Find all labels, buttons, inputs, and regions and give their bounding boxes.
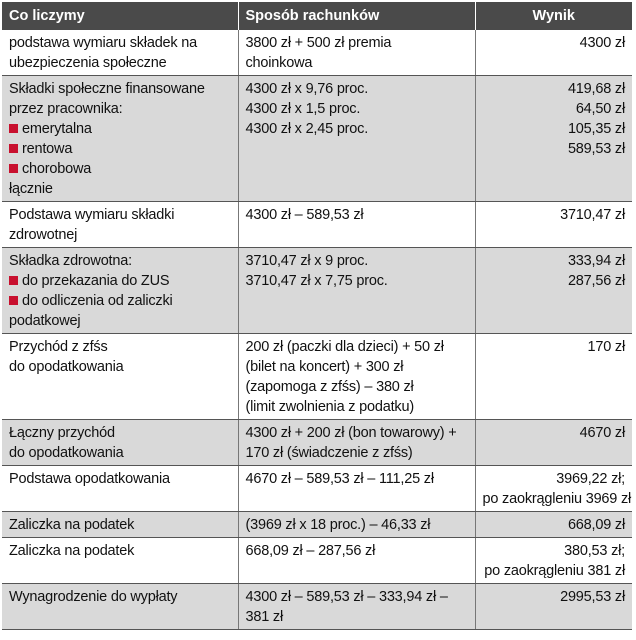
row-result: 170 zł (475, 334, 632, 420)
red-square-bullet-icon (9, 144, 18, 153)
row-result: 419,68 zł 64,50 zł 105,35 zł 589,53 zł (475, 76, 632, 202)
table-row (2, 202, 632, 248)
row-result: 333,94 zł 287,56 zł (475, 248, 632, 334)
row-label: Podstawa opodatkowania (2, 466, 238, 512)
table-row (2, 76, 632, 202)
row-method: 200 zł (paczki dla dzieci) + 50 zł (bilet na koncert) + 300 zł (zapomoga z zfśs) – 380 zł (limit zwolnienia z podatku) (238, 334, 475, 420)
row-method: 4300 zł x 9,76 proc. 4300 zł x 1,5 proc. 4300 zł x 2,45 proc. (238, 76, 475, 202)
row-label: podstawa wymiaru składek na ubezpieczenia społeczne (2, 30, 238, 76)
header-what: Co liczymy (2, 2, 238, 30)
row-result: 3710,47 zł (475, 202, 632, 248)
row-method: 4300 zł – 589,53 zł (238, 202, 475, 248)
table-row (2, 248, 632, 334)
table-row (2, 334, 632, 420)
table-row (2, 30, 632, 76)
calculation-table (2, 2, 632, 630)
row-label: Łączny przychód do opodatkowania (2, 420, 238, 466)
red-square-bullet-icon (9, 276, 18, 285)
table-row (2, 584, 632, 630)
table-row (2, 466, 632, 512)
row-label: Przychód z zfśs do opodatkowania (2, 334, 238, 420)
row-label: Składki społeczne finansowane przez pracownika: emerytalna rentowa chorobowa łącznie (2, 76, 238, 202)
row-label: Wynagrodzenie do wypłaty (2, 584, 238, 630)
table-row (2, 420, 632, 466)
table-row (2, 512, 632, 538)
row-result: 3969,22 zł; po zaokrągleniu 3969 zł (475, 466, 632, 512)
row-result: 2995,53 zł (475, 584, 632, 630)
red-square-bullet-icon (9, 296, 18, 305)
row-result: 668,09 zł (475, 512, 632, 538)
row-method: 4300 zł – 589,53 zł – 333,94 zł – 381 zł (238, 584, 475, 630)
row-method: 4300 zł + 200 zł (bon towarowy) + 170 zł (świadczenie z zfśs) (238, 420, 475, 466)
red-square-bullet-icon (9, 124, 18, 133)
row-result: 380,53 zł; po zaokrągleniu 381 zł (475, 538, 632, 584)
header-method: Sposób rachunków (238, 2, 475, 30)
row-label: Podstawa wymiaru składki zdrowotnej (2, 202, 238, 248)
row-result: 4670 zł (475, 420, 632, 466)
header-result: Wynik (475, 2, 632, 30)
table-row (2, 538, 632, 584)
row-method: 4670 zł – 589,53 zł – 111,25 zł (238, 466, 475, 512)
row-method: 3710,47 zł x 9 proc. 3710,47 zł x 7,75 proc. (238, 248, 475, 334)
row-label: Zaliczka na podatek (2, 538, 238, 584)
red-square-bullet-icon (9, 164, 18, 173)
row-label: Składka zdrowotna: do przekazania do ZUS do odliczenia od zaliczki podatkowej (2, 248, 238, 334)
row-method: 668,09 zł – 287,56 zł (238, 538, 475, 584)
row-result: 4300 zł (475, 30, 632, 76)
header-row (2, 2, 632, 30)
row-method: (3969 zł x 18 proc.) – 46,33 zł (238, 512, 475, 538)
row-method: 3800 zł + 500 zł premia choinkowa (238, 30, 475, 76)
row-label: Zaliczka na podatek (2, 512, 238, 538)
